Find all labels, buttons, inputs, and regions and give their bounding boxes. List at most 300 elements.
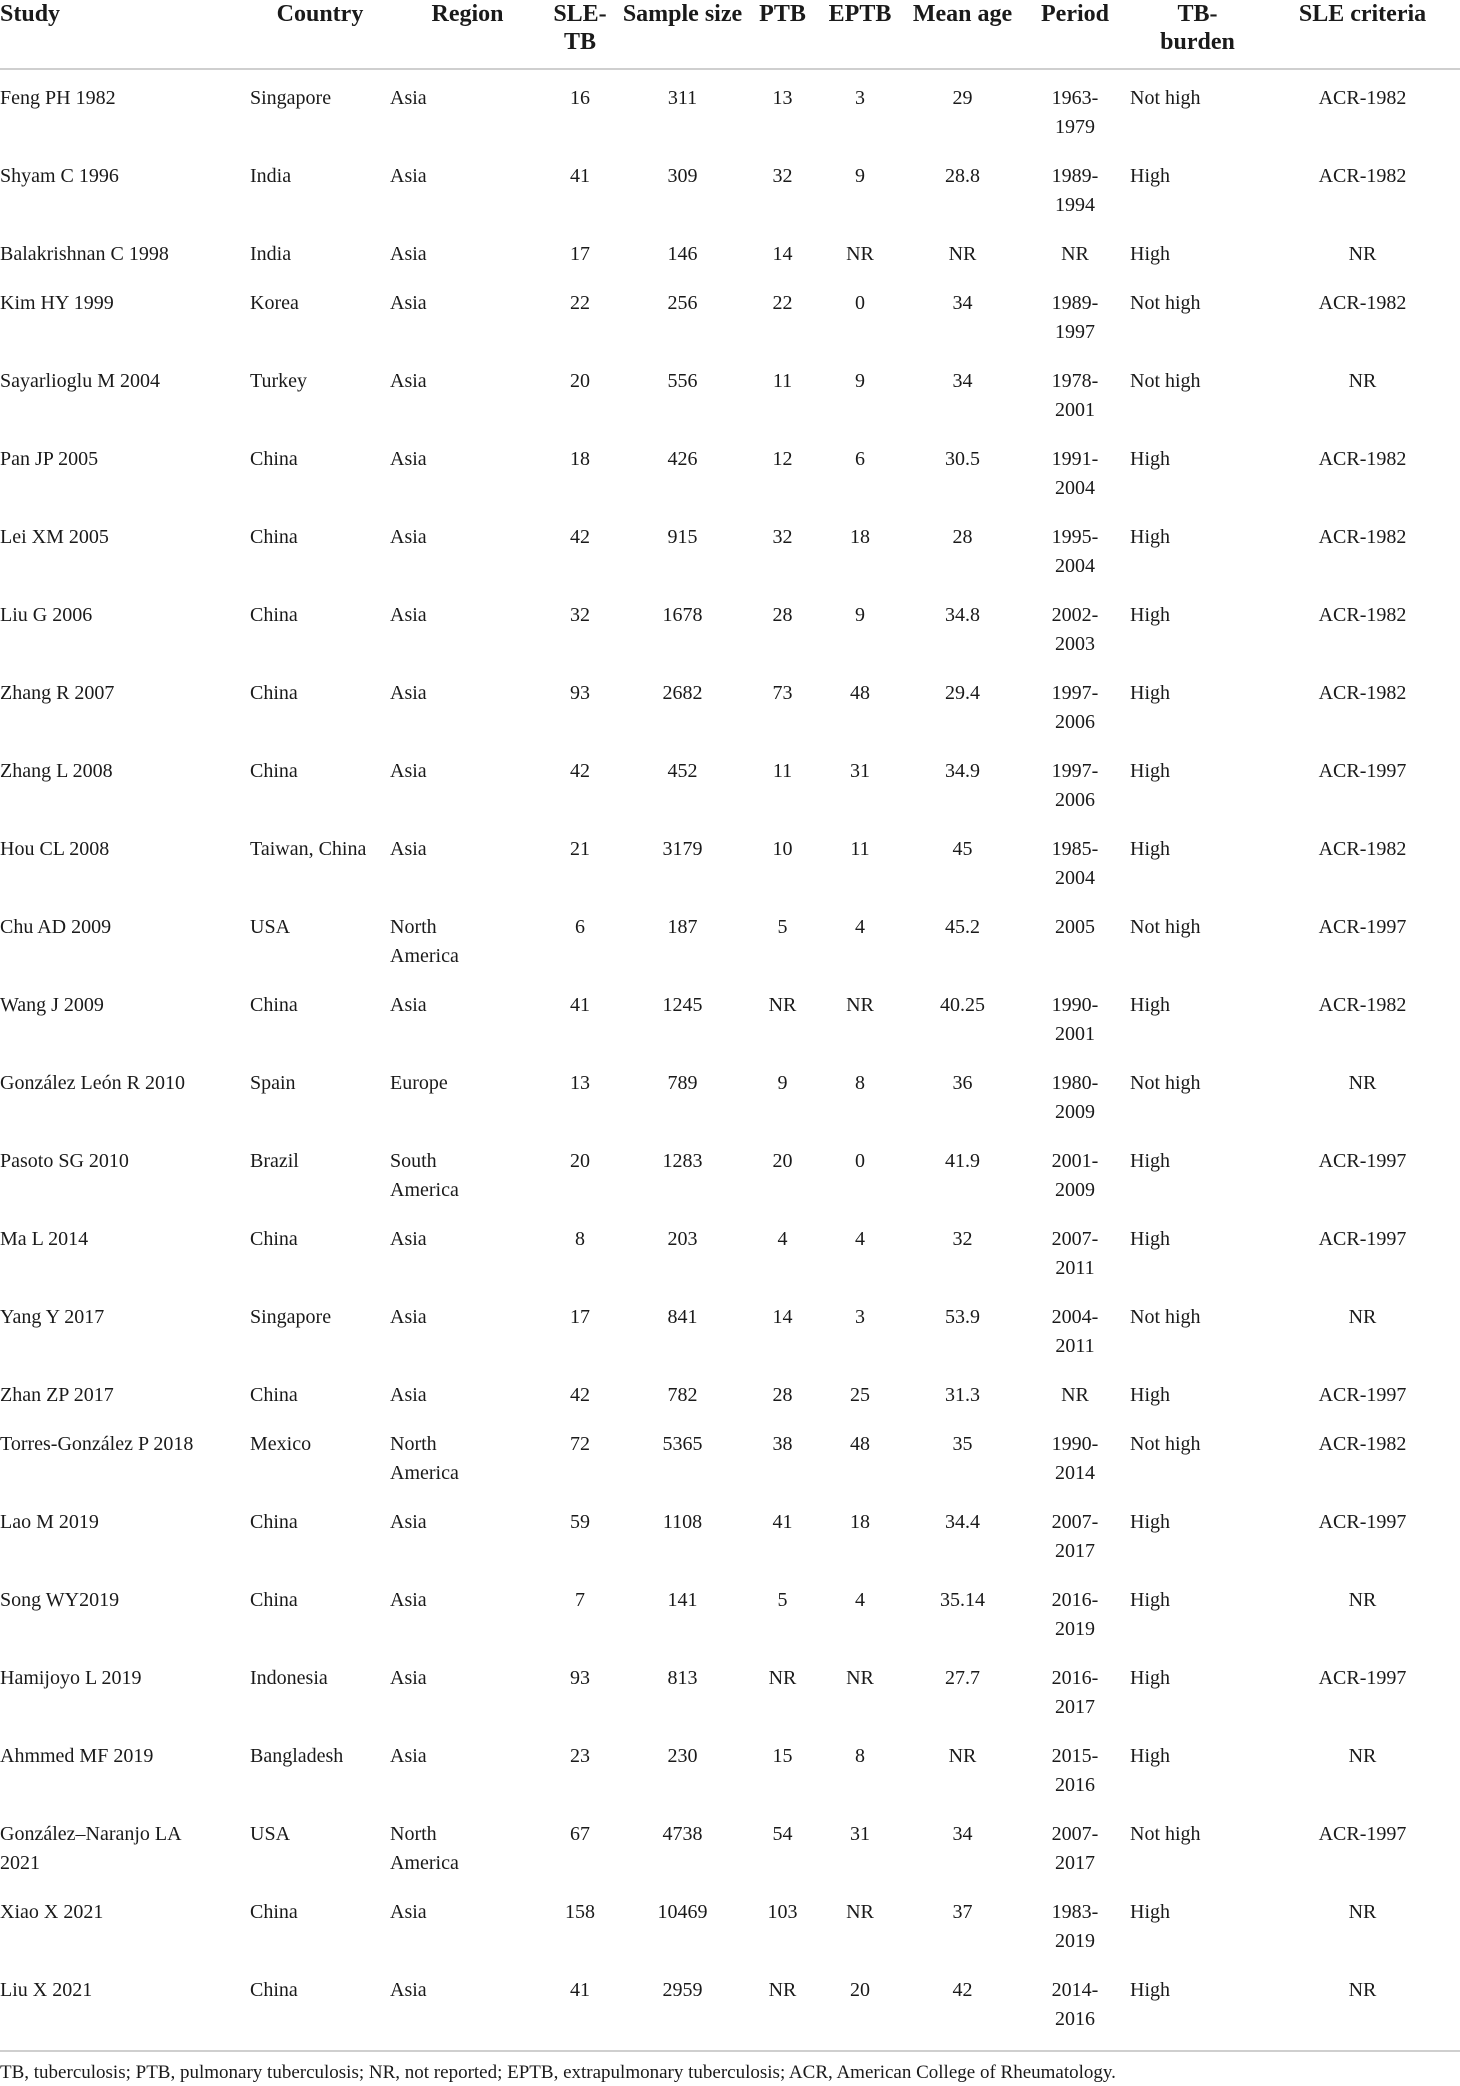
cell-tb-burden: High bbox=[1130, 838, 1170, 860]
cell-region: Asia bbox=[390, 838, 427, 860]
table-row bbox=[0, 821, 1460, 899]
cell-region: Asia bbox=[390, 243, 427, 265]
table-row bbox=[0, 1572, 1460, 1650]
cell-eptb: NR bbox=[846, 1667, 874, 1689]
cell-sle-criteria: ACR-1982 bbox=[1318, 604, 1407, 626]
header-sample-size: Sample size bbox=[622, 1, 743, 27]
cell-sle-tb: 6 bbox=[575, 916, 585, 938]
table-row bbox=[0, 899, 1460, 977]
table-row bbox=[0, 1728, 1460, 1806]
cell-region: Asia bbox=[390, 165, 427, 187]
cell-sle-tb: 16 bbox=[570, 87, 590, 109]
cell-country: USA bbox=[250, 1823, 291, 1845]
cell-region: Asia bbox=[390, 994, 427, 1016]
cell-period: 1997- 2006 bbox=[1051, 760, 1099, 811]
cell-sle-tb: 41 bbox=[570, 165, 590, 187]
cell-period: 2007- 2017 bbox=[1051, 1823, 1099, 1874]
cell-sle-criteria: ACR-1997 bbox=[1318, 1150, 1407, 1172]
cell-mean-age: 29.4 bbox=[945, 682, 980, 704]
cell-ptb: 11 bbox=[772, 760, 793, 782]
cell-ptb: 9 bbox=[777, 1072, 788, 1094]
cell-sle-tb: 41 bbox=[570, 994, 590, 1016]
cell-sle-tb: 21 bbox=[570, 838, 590, 860]
cell-tb-burden: High bbox=[1130, 243, 1170, 265]
cell-study: Liu G 2006 bbox=[0, 604, 93, 626]
table-row bbox=[0, 275, 1460, 353]
cell-country: China bbox=[250, 1589, 298, 1611]
cell-mean-age: NR bbox=[948, 1745, 977, 1767]
cell-ptb: 28 bbox=[772, 1384, 793, 1406]
cell-tb-burden: Not high bbox=[1130, 1306, 1201, 1328]
cell-sample-size: 556 bbox=[667, 370, 698, 392]
cell-eptb: 31 bbox=[850, 1823, 870, 1845]
cell-sample-size: 3179 bbox=[662, 838, 703, 860]
cell-eptb: NR bbox=[846, 994, 874, 1016]
cell-region: Asia bbox=[390, 760, 427, 782]
cell-region: Asia bbox=[390, 1228, 427, 1250]
cell-region: Asia bbox=[390, 1384, 427, 1406]
cell-sle-criteria: ACR-1982 bbox=[1318, 838, 1407, 860]
cell-mean-age: 29 bbox=[952, 87, 973, 109]
cell-sample-size: 2682 bbox=[662, 682, 703, 704]
table-row bbox=[0, 1289, 1460, 1367]
cell-period: 1989- 1994 bbox=[1051, 165, 1099, 216]
cell-ptb: NR bbox=[768, 1667, 797, 1689]
cell-sle-criteria: NR bbox=[1348, 1072, 1377, 1094]
cell-country: China bbox=[250, 604, 298, 626]
cell-study: Kim HY 1999 bbox=[0, 292, 114, 314]
cell-sle-criteria: ACR-1997 bbox=[1318, 1384, 1407, 1406]
cell-study: Ma L 2014 bbox=[0, 1228, 89, 1250]
table-row bbox=[0, 587, 1460, 665]
cell-ptb: 38 bbox=[772, 1433, 793, 1455]
cell-period: 1963- 1979 bbox=[1051, 87, 1099, 138]
cell-sample-size: 915 bbox=[667, 526, 698, 548]
cell-study: Sayarlioglu M 2004 bbox=[0, 370, 160, 392]
cell-region: Asia bbox=[390, 1589, 427, 1611]
table-row bbox=[0, 431, 1460, 509]
cell-ptb: 22 bbox=[772, 292, 793, 314]
cell-mean-age: 32 bbox=[952, 1228, 973, 1250]
cell-sample-size: 10469 bbox=[657, 1901, 708, 1923]
cell-tb-burden: High bbox=[1130, 604, 1170, 626]
cell-period: 1995- 2004 bbox=[1051, 526, 1099, 577]
cell-period: 2002- 2003 bbox=[1051, 604, 1099, 655]
cell-period: 2015- 2016 bbox=[1051, 1745, 1099, 1796]
cell-country: Spain bbox=[250, 1072, 296, 1094]
cell-sle-criteria: NR bbox=[1348, 370, 1377, 392]
table-footnote: TB, tuberculosis; PTB, pulmonary tuberculosis; NR, not reported; EPTB, extrapulmonary tuberculosis; ACR, American College of Rheumatology. bbox=[0, 2050, 1460, 2086]
cell-ptb: 15 bbox=[772, 1745, 793, 1767]
cell-ptb: 11 bbox=[772, 370, 793, 392]
cell-tb-burden: Not high bbox=[1130, 292, 1201, 314]
cell-sle-criteria: NR bbox=[1348, 1979, 1377, 2001]
cell-region: Asia bbox=[390, 448, 427, 470]
cell-sle-criteria: ACR-1982 bbox=[1318, 526, 1407, 548]
cell-ptb: 28 bbox=[772, 604, 793, 626]
cell-sle-criteria: NR bbox=[1348, 1901, 1377, 1923]
cell-country: China bbox=[250, 1979, 298, 2001]
table-row bbox=[0, 1650, 1460, 1728]
cell-sle-tb: 32 bbox=[570, 604, 590, 626]
cell-sle-criteria: ACR-1997 bbox=[1318, 916, 1407, 938]
cell-eptb: 20 bbox=[850, 1979, 870, 2001]
cell-study: Pasoto SG 2010 bbox=[0, 1150, 129, 1172]
cell-region: Asia bbox=[390, 87, 427, 109]
cell-sle-tb: 42 bbox=[570, 526, 590, 548]
cell-country: China bbox=[250, 448, 298, 470]
cell-country: China bbox=[250, 682, 298, 704]
cell-sle-tb: 158 bbox=[565, 1901, 595, 1923]
cell-mean-age: NR bbox=[948, 243, 977, 265]
cell-study: Chu AD 2009 bbox=[0, 916, 112, 938]
cell-country: China bbox=[250, 1511, 298, 1533]
cell-eptb: 25 bbox=[850, 1384, 870, 1406]
cell-region: North America bbox=[390, 1823, 459, 1874]
cell-country: China bbox=[250, 1228, 298, 1250]
table-row bbox=[0, 69, 1460, 148]
cell-tb-burden: Not high bbox=[1130, 370, 1201, 392]
cell-study: Torres-González P 2018 bbox=[0, 1433, 194, 1455]
cell-region: Asia bbox=[390, 292, 427, 314]
cell-period: 2007- 2017 bbox=[1051, 1511, 1099, 1562]
cell-sample-size: 256 bbox=[667, 292, 698, 314]
cell-tb-burden: High bbox=[1130, 526, 1170, 548]
cell-ptb: 5 bbox=[777, 916, 788, 938]
header-country: Country bbox=[276, 1, 364, 27]
cell-mean-age: 45.2 bbox=[945, 916, 980, 938]
cell-sample-size: 789 bbox=[667, 1072, 698, 1094]
cell-period: 1990- 2014 bbox=[1051, 1433, 1099, 1484]
cell-mean-age: 35.14 bbox=[940, 1589, 985, 1611]
cell-eptb: 9 bbox=[855, 165, 865, 187]
cell-eptb: 0 bbox=[855, 292, 865, 314]
cell-sle-tb: 13 bbox=[570, 1072, 590, 1094]
cell-mean-age: 34 bbox=[952, 1823, 973, 1845]
cell-sample-size: 5365 bbox=[662, 1433, 703, 1455]
header-eptb: EPTB bbox=[828, 1, 892, 27]
cell-study: Wang J 2009 bbox=[0, 994, 104, 1016]
cell-country: Singapore bbox=[250, 1306, 332, 1328]
cell-tb-burden: Not high bbox=[1130, 1072, 1201, 1094]
cell-period: 1990- 2001 bbox=[1051, 994, 1099, 1045]
cell-sample-size: 1108 bbox=[662, 1511, 703, 1533]
cell-eptb: 4 bbox=[855, 1228, 865, 1250]
cell-sample-size: 2959 bbox=[662, 1979, 703, 2001]
cell-tb-burden: High bbox=[1130, 1979, 1170, 2001]
cell-sle-tb: 93 bbox=[570, 1667, 590, 1689]
cell-sle-tb: 17 bbox=[570, 1306, 590, 1328]
cell-period: 2016- 2017 bbox=[1051, 1667, 1099, 1718]
table-row bbox=[0, 226, 1460, 275]
cell-period: NR bbox=[1061, 243, 1089, 265]
cell-eptb: 3 bbox=[855, 1306, 865, 1328]
table-row bbox=[0, 1211, 1460, 1289]
cell-ptb: 10 bbox=[772, 838, 793, 860]
cell-eptb: 4 bbox=[855, 1589, 865, 1611]
cell-sle-criteria: NR bbox=[1348, 1745, 1377, 1767]
table-row bbox=[0, 353, 1460, 431]
cell-country: Singapore bbox=[250, 87, 332, 109]
cell-country: Mexico bbox=[250, 1433, 312, 1455]
cell-country: Turkey bbox=[250, 370, 308, 392]
header-mean-age: Mean age bbox=[912, 1, 1013, 27]
cell-mean-age: 37 bbox=[952, 1901, 973, 1923]
cell-ptb: 14 bbox=[772, 243, 793, 265]
cell-region: South America bbox=[390, 1150, 459, 1201]
cell-country: India bbox=[250, 243, 292, 265]
cell-sle-tb: 67 bbox=[570, 1823, 590, 1845]
cell-study: Ahmmed MF 2019 bbox=[0, 1745, 154, 1767]
cell-study: Zhan ZP 2017 bbox=[0, 1384, 114, 1406]
cell-eptb: 8 bbox=[855, 1745, 865, 1767]
cell-sle-criteria: ACR-1997 bbox=[1318, 1667, 1407, 1689]
cell-mean-age: 42 bbox=[952, 1979, 973, 2001]
cell-eptb: 9 bbox=[855, 370, 865, 392]
cell-sle-criteria: ACR-1982 bbox=[1318, 87, 1407, 109]
cell-ptb: 13 bbox=[772, 87, 793, 109]
cell-sample-size: 452 bbox=[667, 760, 698, 782]
cell-sample-size: 141 bbox=[667, 1589, 698, 1611]
cell-eptb: 11 bbox=[850, 838, 870, 860]
cell-mean-age: 30.5 bbox=[945, 448, 980, 470]
cell-eptb: NR bbox=[846, 1901, 874, 1923]
table-row bbox=[0, 1055, 1460, 1133]
cell-eptb: 48 bbox=[850, 1433, 870, 1455]
cell-sle-tb: 42 bbox=[570, 1384, 590, 1406]
cell-tb-burden: High bbox=[1130, 1745, 1170, 1767]
cell-region: Asia bbox=[390, 526, 427, 548]
cell-sle-criteria: ACR-1997 bbox=[1318, 1511, 1407, 1533]
header-ptb: PTB bbox=[759, 1, 806, 27]
cell-sle-criteria: NR bbox=[1348, 1589, 1377, 1611]
header-study: Study bbox=[0, 1, 61, 27]
cell-tb-burden: High bbox=[1130, 1901, 1170, 1923]
cell-sample-size: 841 bbox=[667, 1306, 698, 1328]
table-row bbox=[0, 665, 1460, 743]
header-sle-criteria: SLE criteria bbox=[1298, 1, 1427, 27]
cell-period: 1985- 2004 bbox=[1051, 838, 1099, 889]
table-row bbox=[0, 1133, 1460, 1211]
cell-study: González León R 2010 bbox=[0, 1072, 185, 1094]
cell-period: NR bbox=[1061, 1384, 1089, 1406]
cell-eptb: 18 bbox=[850, 526, 870, 548]
table-row bbox=[0, 1367, 1460, 1416]
cell-region: North America bbox=[390, 1433, 459, 1484]
table-row bbox=[0, 1884, 1460, 1962]
cell-mean-age: 34 bbox=[952, 292, 973, 314]
cell-sle-tb: 72 bbox=[570, 1433, 590, 1455]
cell-ptb: 103 bbox=[767, 1901, 798, 1923]
cell-tb-burden: High bbox=[1130, 1228, 1170, 1250]
cell-country: India bbox=[250, 165, 292, 187]
cell-period: 1980- 2009 bbox=[1051, 1072, 1099, 1123]
cell-sample-size: 203 bbox=[667, 1228, 698, 1250]
cell-sle-tb: 59 bbox=[570, 1511, 590, 1533]
cell-ptb: 20 bbox=[772, 1150, 793, 1172]
cell-tb-burden: High bbox=[1130, 165, 1170, 187]
cell-eptb: 9 bbox=[855, 604, 865, 626]
cell-mean-age: 45 bbox=[952, 838, 973, 860]
cell-sle-tb: 22 bbox=[570, 292, 590, 314]
cell-ptb: 32 bbox=[772, 526, 793, 548]
table-header-row bbox=[0, 0, 1460, 69]
cell-country: China bbox=[250, 1384, 298, 1406]
header-tb-burden: TB- burden bbox=[1160, 1, 1235, 55]
cell-study: Pan JP 2005 bbox=[0, 448, 99, 470]
cell-region: Asia bbox=[390, 1901, 427, 1923]
cell-period: 1989- 1997 bbox=[1051, 292, 1099, 343]
cell-sle-tb: 41 bbox=[570, 1979, 590, 2001]
cell-study: Hou CL 2008 bbox=[0, 838, 110, 860]
cell-tb-burden: High bbox=[1130, 760, 1170, 782]
header-sle-tb: SLE- TB bbox=[553, 1, 607, 55]
cell-study: Shyam C 1996 bbox=[0, 165, 119, 187]
cell-study: Song WY2019 bbox=[0, 1589, 120, 1611]
header-region: Region bbox=[431, 1, 504, 27]
cell-eptb: 31 bbox=[850, 760, 870, 782]
cell-sle-criteria: ACR-1982 bbox=[1318, 448, 1407, 470]
cell-country: Korea bbox=[250, 292, 299, 314]
cell-mean-age: 34.9 bbox=[945, 760, 980, 782]
table-row bbox=[0, 1962, 1460, 2040]
cell-eptb: 18 bbox=[850, 1511, 870, 1533]
cell-sle-criteria: ACR-1997 bbox=[1318, 1823, 1407, 1845]
cell-region: Asia bbox=[390, 1745, 427, 1767]
table-row bbox=[0, 148, 1460, 226]
cell-period: 1978- 2001 bbox=[1051, 370, 1099, 421]
cell-region: Asia bbox=[390, 1667, 427, 1689]
cell-sle-criteria: ACR-1982 bbox=[1318, 994, 1407, 1016]
cell-sle-criteria: NR bbox=[1348, 1306, 1377, 1328]
cell-study: Zhang L 2008 bbox=[0, 760, 113, 782]
cell-study: Yang Y 2017 bbox=[0, 1306, 105, 1328]
cell-study: Zhang R 2007 bbox=[0, 682, 115, 704]
cell-mean-age: 28 bbox=[952, 526, 973, 548]
cell-region: Asia bbox=[390, 1511, 427, 1533]
cell-ptb: 73 bbox=[772, 682, 793, 704]
cell-sle-criteria: ACR-1982 bbox=[1318, 292, 1407, 314]
cell-region: Asia bbox=[390, 1306, 427, 1328]
cell-mean-age: 35 bbox=[952, 1433, 973, 1455]
cell-country: Taiwan, China bbox=[250, 838, 367, 860]
cell-region: Europe bbox=[390, 1072, 448, 1094]
cell-ptb: NR bbox=[768, 994, 797, 1016]
cell-tb-burden: High bbox=[1130, 1589, 1170, 1611]
cell-country: Bangladesh bbox=[250, 1745, 344, 1767]
cell-mean-age: 36 bbox=[952, 1072, 973, 1094]
cell-sample-size: 187 bbox=[667, 916, 698, 938]
cell-period: 1991- 2004 bbox=[1051, 448, 1099, 499]
cell-tb-burden: High bbox=[1130, 1150, 1170, 1172]
cell-mean-age: 41.9 bbox=[945, 1150, 980, 1172]
cell-tb-burden: High bbox=[1130, 1511, 1170, 1533]
cell-sample-size: 1245 bbox=[662, 994, 703, 1016]
cell-sle-tb: 20 bbox=[570, 370, 590, 392]
cell-sle-criteria: ACR-1982 bbox=[1318, 1433, 1407, 1455]
cell-period: 2007- 2011 bbox=[1051, 1228, 1099, 1279]
cell-eptb: 6 bbox=[855, 448, 865, 470]
cell-ptb: 14 bbox=[772, 1306, 793, 1328]
cell-sle-tb: 17 bbox=[570, 243, 590, 265]
table-row bbox=[0, 1494, 1460, 1572]
cell-country: China bbox=[250, 526, 298, 548]
cell-ptb: NR bbox=[768, 1979, 797, 2001]
cell-sle-criteria: NR bbox=[1348, 243, 1377, 265]
cell-region: Asia bbox=[390, 1979, 427, 2001]
cell-sample-size: 146 bbox=[667, 243, 698, 265]
cell-sle-tb: 20 bbox=[570, 1150, 590, 1172]
cell-mean-age: 53.9 bbox=[945, 1306, 980, 1328]
cell-sle-tb: 8 bbox=[575, 1228, 585, 1250]
cell-country: China bbox=[250, 994, 298, 1016]
cell-mean-age: 34.4 bbox=[945, 1511, 980, 1533]
cell-eptb: 3 bbox=[855, 87, 865, 109]
cell-eptb: 4 bbox=[855, 916, 865, 938]
cell-region: Asia bbox=[390, 604, 427, 626]
cell-country: Indonesia bbox=[250, 1667, 328, 1689]
cell-period: 1983- 2019 bbox=[1051, 1901, 1099, 1952]
cell-ptb: 12 bbox=[772, 448, 793, 470]
cell-mean-age: 40.25 bbox=[940, 994, 985, 1016]
cell-mean-age: 31.3 bbox=[945, 1384, 980, 1406]
cell-ptb: 41 bbox=[772, 1511, 793, 1533]
header-period: Period bbox=[1041, 1, 1109, 27]
cell-period: 2004- 2011 bbox=[1051, 1306, 1099, 1357]
cell-sle-tb: 18 bbox=[570, 448, 590, 470]
cell-period: 2005 bbox=[1055, 916, 1095, 938]
cell-mean-age: 28.8 bbox=[945, 165, 980, 187]
cell-eptb: NR bbox=[846, 243, 874, 265]
cell-study: Feng PH 1982 bbox=[0, 87, 116, 109]
cell-tb-burden: High bbox=[1130, 994, 1170, 1016]
cell-region: Asia bbox=[390, 682, 427, 704]
cell-study: Xiao X 2021 bbox=[0, 1901, 104, 1923]
table-row bbox=[0, 1806, 1460, 1884]
cell-tb-burden: Not high bbox=[1130, 916, 1201, 938]
cell-country: Brazil bbox=[250, 1150, 299, 1172]
cell-sample-size: 311 bbox=[667, 87, 698, 109]
cell-region: Asia bbox=[390, 370, 427, 392]
cell-sample-size: 1678 bbox=[662, 604, 703, 626]
cell-study: González–Naranjo LA 2021 bbox=[0, 1823, 181, 1874]
cell-study: Balakrishnan C 1998 bbox=[0, 243, 169, 265]
cell-study: Hamijoyo L 2019 bbox=[0, 1667, 142, 1689]
cell-sample-size: 813 bbox=[667, 1667, 698, 1689]
cell-period: 1997- 2006 bbox=[1051, 682, 1099, 733]
cell-period: 2016- 2019 bbox=[1051, 1589, 1099, 1640]
cell-tb-burden: Not high bbox=[1130, 87, 1201, 109]
table-row bbox=[0, 977, 1460, 1055]
cell-study: Liu X 2021 bbox=[0, 1979, 93, 2001]
cell-tb-burden: High bbox=[1130, 448, 1170, 470]
cell-ptb: 5 bbox=[777, 1589, 788, 1611]
cell-sle-tb: 93 bbox=[570, 682, 590, 704]
cell-sle-tb: 42 bbox=[570, 760, 590, 782]
cell-sle-criteria: ACR-1997 bbox=[1318, 1228, 1407, 1250]
cell-sle-criteria: ACR-1997 bbox=[1318, 760, 1407, 782]
cell-country: China bbox=[250, 760, 298, 782]
cell-tb-burden: High bbox=[1130, 682, 1170, 704]
cell-sample-size: 782 bbox=[667, 1384, 698, 1406]
cell-sle-criteria: ACR-1982 bbox=[1318, 165, 1407, 187]
cell-eptb: 8 bbox=[855, 1072, 865, 1094]
cell-tb-burden: Not high bbox=[1130, 1433, 1201, 1455]
cell-sle-criteria: ACR-1982 bbox=[1318, 682, 1407, 704]
cell-eptb: 0 bbox=[855, 1150, 865, 1172]
cell-mean-age: 34 bbox=[952, 370, 973, 392]
cell-country: China bbox=[250, 1901, 298, 1923]
